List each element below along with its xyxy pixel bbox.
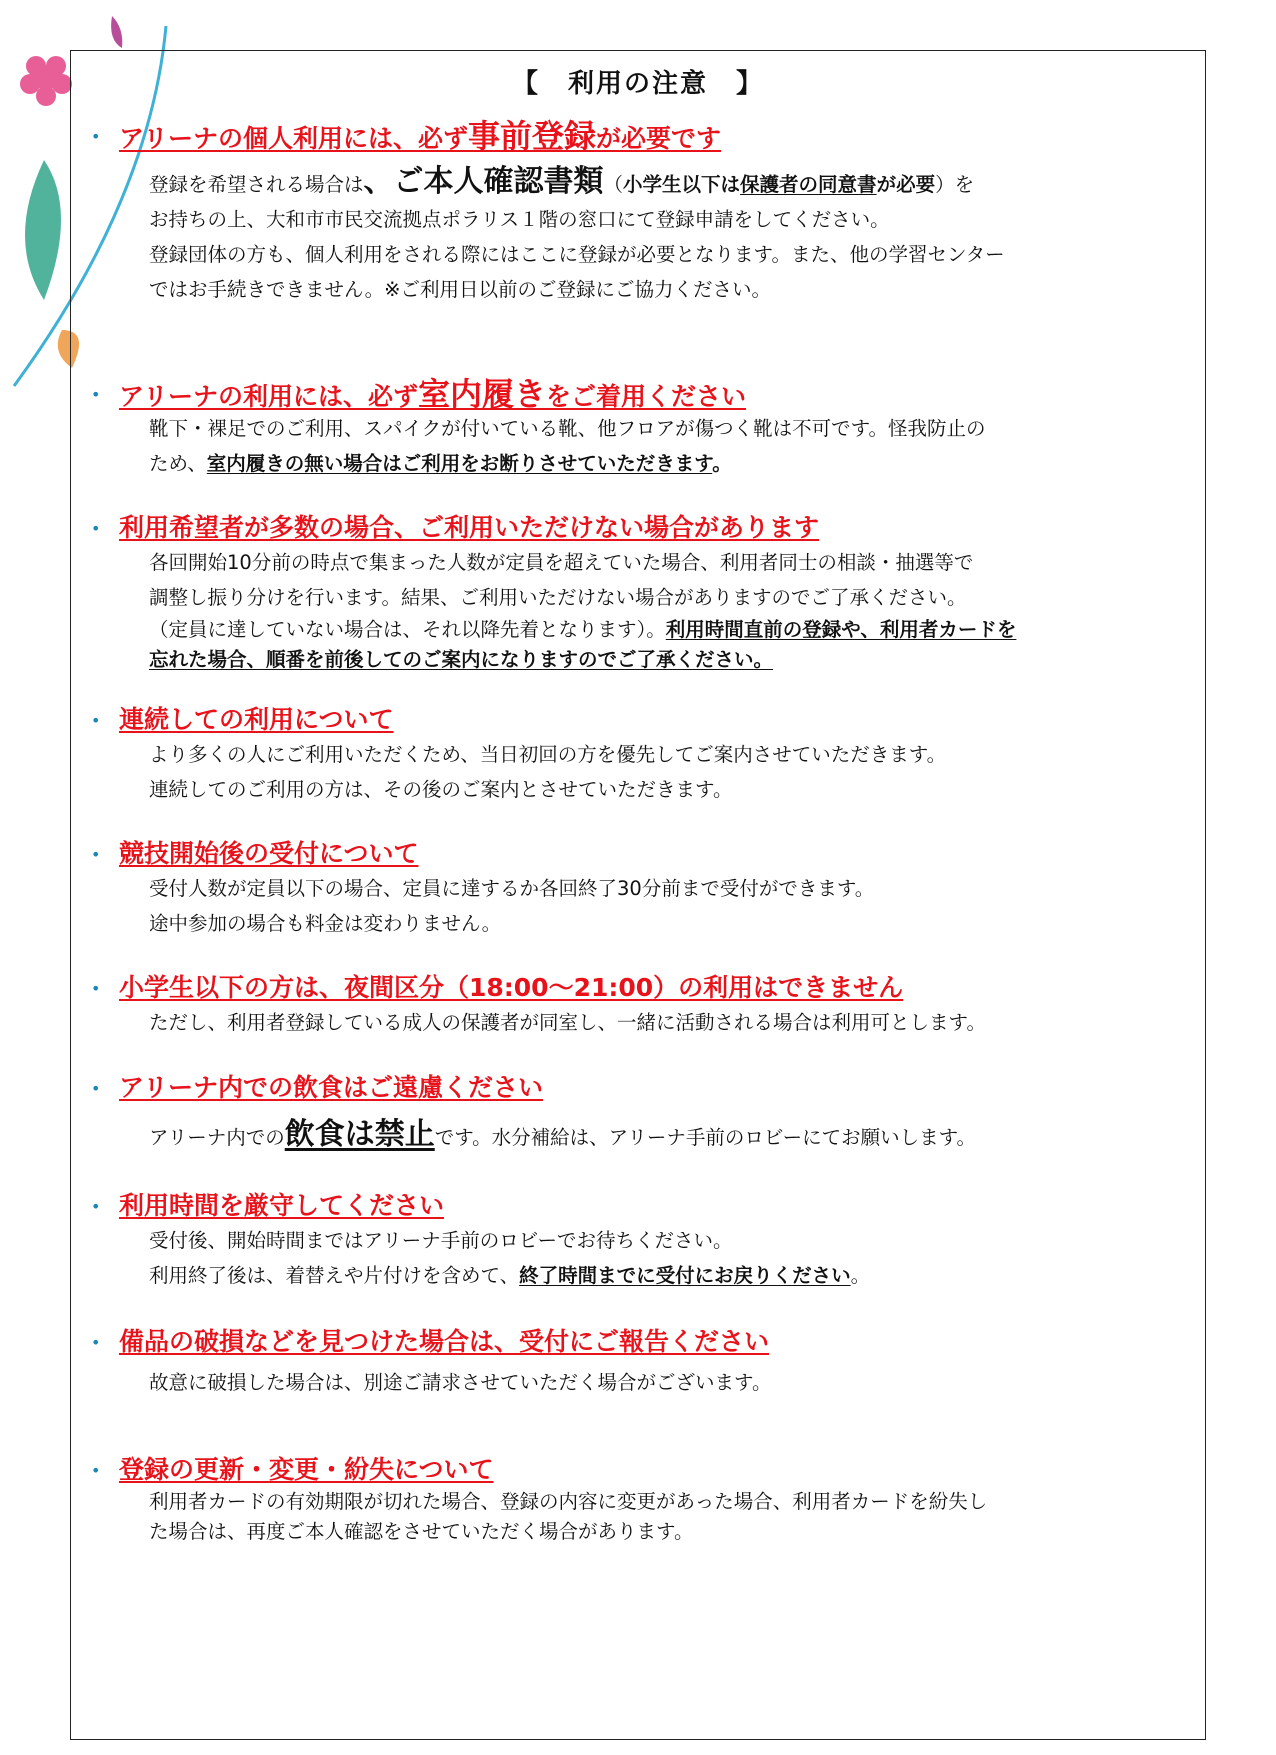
bullet-icon: • (91, 519, 101, 538)
body-line: 連続してのご利用の方は、その後のご案内とさせていただきます。 (149, 778, 733, 801)
body-line: た場合は、再度ご本人確認をさせていただく場合があります。 (149, 1520, 694, 1543)
section-heading: 競技開始後の受付について (119, 839, 419, 868)
body-line: お持ちの上、大和市市民交流拠点ポラリス１階の窓口にて登録申請をしてください。 (149, 208, 890, 231)
body-line: 利用者カードの有効期限が切れた場合、登録の内容に変更があった場合、利用者カードを紛失し (149, 1490, 988, 1513)
body-line: 途中参加の場合も料金は変わりません。 (149, 912, 502, 935)
body-line: 各回開始10分前の時点で集まった人数が定員を超えていた場合、利用者同士の相談・抽選等で (149, 551, 974, 574)
bullet-icon: • (91, 1079, 101, 1098)
section-heading: アリーナの利用には、必ず室内履きをご着用ください (119, 375, 747, 413)
bullet-icon: • (91, 1197, 101, 1216)
section-heading: 登録の更新・変更・紛失について (119, 1455, 494, 1484)
body-line: ため、室内履きの無い場合はご利用をお断りさせていただきます。 (149, 452, 732, 475)
section-heading: 利用時間を厳守してください (119, 1191, 445, 1220)
body-line: 登録団体の方も、個人利用をされる際にはここに登録が必要となります。また、他の学習センター (149, 243, 1005, 266)
bullet-icon: • (91, 979, 101, 998)
section-heading: 利用希望者が多数の場合、ご利用いただけない場合があります (119, 513, 820, 542)
body-line: 忘れた場合、順番を前後してのご案内になりますのでご了承ください。 (149, 648, 774, 671)
body-line: アリーナ内での飲食は禁止です。水分補給は、アリーナ手前のロビーにてお願いします。 (149, 1117, 977, 1152)
section-body (149, 411, 1185, 481)
section-body (149, 1005, 1185, 1040)
section-body (149, 545, 1185, 675)
section-body (149, 164, 1185, 307)
body-line: より多くの人にご利用いただくため、当日初回の方を優先してご案内させていただきます。 (149, 743, 947, 766)
bullet-icon: • (91, 845, 101, 864)
green-leaf (25, 160, 61, 300)
section-heading: アリーナ内での飲食はご遠慮ください (119, 1073, 544, 1102)
page-title: 【 利用の注意 】 (511, 69, 764, 99)
section-heading: 小学生以下の方は、夜間区分（18:00～21:00）の利用はできません (119, 973, 904, 1002)
body-line: 調整し振り分けを行います。結果、ご利用いただけない場合がありますのでご了承ください。 (149, 586, 967, 609)
body-line: （定員に達していない場合は、それ以降先着となります）。利用時間直前の登録や、利用者カードを (149, 618, 1017, 641)
body-line: ただし、利用者登録している成人の保護者が同室し、一緒に活動される場合は利用可とします。 (149, 1011, 986, 1034)
section-heading: 連続しての利用について (119, 705, 394, 734)
bullet-icon: • (91, 711, 101, 730)
purple-petal (111, 16, 122, 48)
body-line: 受付後、開始時間まではアリーナ手前のロビーでお待ちください。 (149, 1229, 733, 1252)
body-line: 登録を希望される場合は、ご本人確認書類（小学生以下は保護者の同意書が必要）を (149, 164, 975, 199)
bullet-icon: • (91, 1333, 101, 1352)
body-line: 靴下・裸足でのご利用、スパイクが付いている靴、他フロアが傷つく靴は不可です。怪我防止の (149, 417, 986, 440)
bullet-icon: • (91, 1461, 101, 1480)
section-body (149, 1487, 1185, 1547)
section-heading: アリーナの個人利用には、必ず事前登録が必要です (119, 117, 722, 155)
body-line: 受付人数が定員以下の場合、定員に達するか各回終了30分前まで受付ができます。 (149, 877, 875, 900)
section-body (149, 1223, 1185, 1293)
pink-flower (20, 56, 72, 106)
section-heading: 備品の破損などを見つけた場合は、受付にご報告ください (119, 1327, 770, 1356)
bullet-icon: • (91, 385, 101, 404)
section-body (149, 871, 1185, 941)
notice-box (70, 50, 1206, 1740)
section-body (149, 1117, 1185, 1155)
body-line: 故意に破損した場合は、別途ご請求させていただく場合がございます。 (149, 1371, 772, 1394)
body-line: 利用終了後は、着替えや片付けを含めて、終了時間までに受付にお戻りください。 (149, 1264, 871, 1287)
section-body (149, 737, 1185, 807)
body-line: ではお手続きできません。※ご利用日以前のご登録にご協力ください。 (149, 278, 772, 301)
section-body (149, 1365, 1185, 1400)
bullet-icon: • (91, 127, 101, 146)
